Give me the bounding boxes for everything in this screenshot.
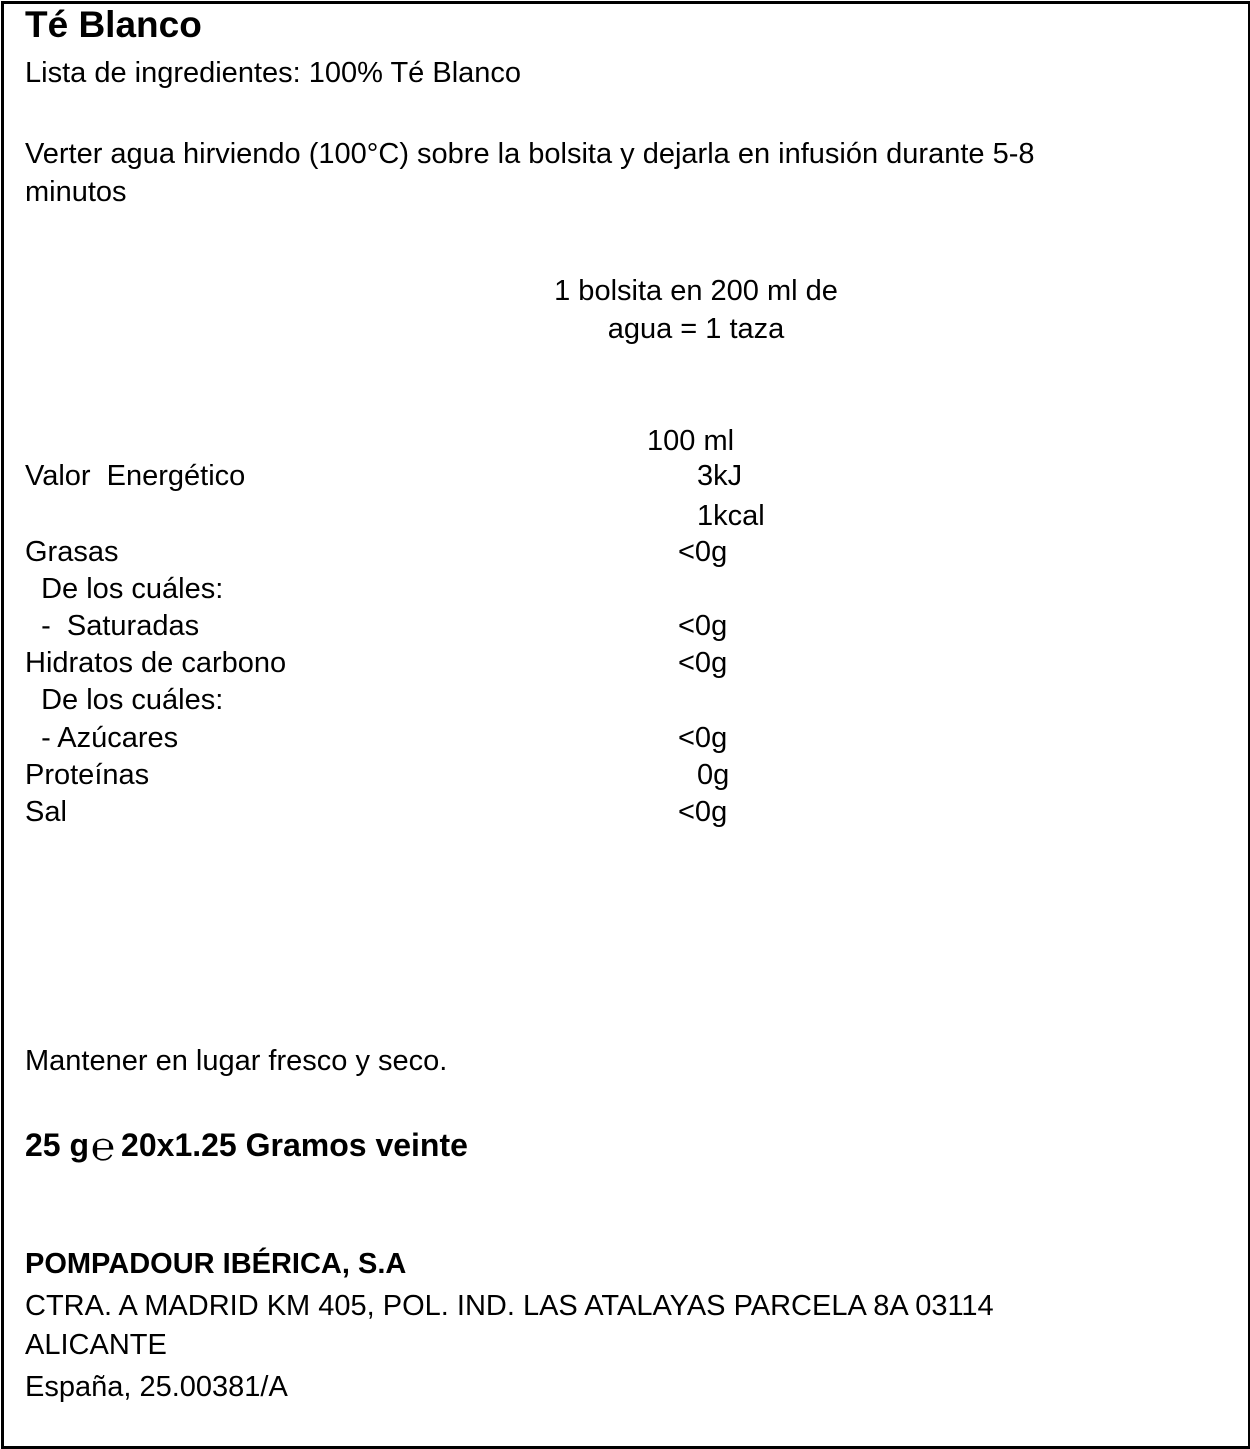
nutrition-row-value: 1kcal bbox=[697, 500, 765, 532]
company-address-line-1: CTRA. A MADRID KM 405, POL. IND. LAS ATALAYAS PARCELA 8A 03114 bbox=[25, 1290, 994, 1322]
product-title: Té Blanco bbox=[25, 4, 202, 45]
nutrition-column-header: 100 ml bbox=[647, 425, 735, 457]
nutrition-row-label: Sal bbox=[25, 796, 67, 828]
nutrition-row-value: <0g bbox=[678, 647, 728, 679]
nutrition-row-label: - Azúcares bbox=[25, 722, 179, 754]
nutrition-row-label: Hidratos de carbono bbox=[25, 647, 287, 679]
company-address-line-2: ALICANTE bbox=[25, 1329, 167, 1361]
net-weight bbox=[25, 1124, 468, 1170]
company-name: POMPADOUR IBÉRICA, S.A bbox=[25, 1248, 407, 1280]
nutrition-row-label: Valor Energético bbox=[25, 460, 246, 492]
company-country-registration: España, 25.00381/A bbox=[25, 1371, 288, 1403]
net-weight-detail: 20x1.25 Gramos veinte bbox=[121, 1127, 468, 1163]
net-weight-amount: 25 g bbox=[25, 1127, 90, 1163]
storage-instructions: Mantener en lugar fresco y seco. bbox=[25, 1045, 448, 1077]
nutrition-row-label: De los cuáles: bbox=[25, 573, 224, 605]
nutrition-row-value: <0g bbox=[678, 796, 728, 828]
serving-line-1: 1 bolsita en 200 ml de bbox=[554, 275, 838, 307]
nutrition-row-label: De los cuáles: bbox=[25, 684, 224, 716]
nutrition-row-value: 3kJ bbox=[697, 460, 743, 492]
ingredients-list: Lista de ingredientes: 100% Té Blanco bbox=[25, 57, 522, 89]
serving-line-2: agua = 1 taza bbox=[607, 313, 785, 345]
estimated-sign-icon: ℮ bbox=[91, 1124, 116, 1170]
nutrition-row-label: Proteínas bbox=[25, 759, 150, 791]
instructions-line-2: minutos bbox=[25, 176, 127, 208]
nutrition-row-label: - Saturadas bbox=[25, 610, 200, 642]
nutrition-row-value: <0g bbox=[678, 610, 728, 642]
nutrition-row-value: 0g bbox=[697, 759, 730, 791]
nutrition-row-value: <0g bbox=[678, 536, 728, 568]
label-frame bbox=[1, 1, 1250, 1449]
nutrition-row-label: Grasas bbox=[25, 536, 119, 568]
instructions-line-1: Verter agua hirviendo (100°C) sobre la bolsita y dejarla en infusión durante 5-8 bbox=[25, 138, 1035, 170]
nutrition-row-value: <0g bbox=[678, 722, 728, 754]
